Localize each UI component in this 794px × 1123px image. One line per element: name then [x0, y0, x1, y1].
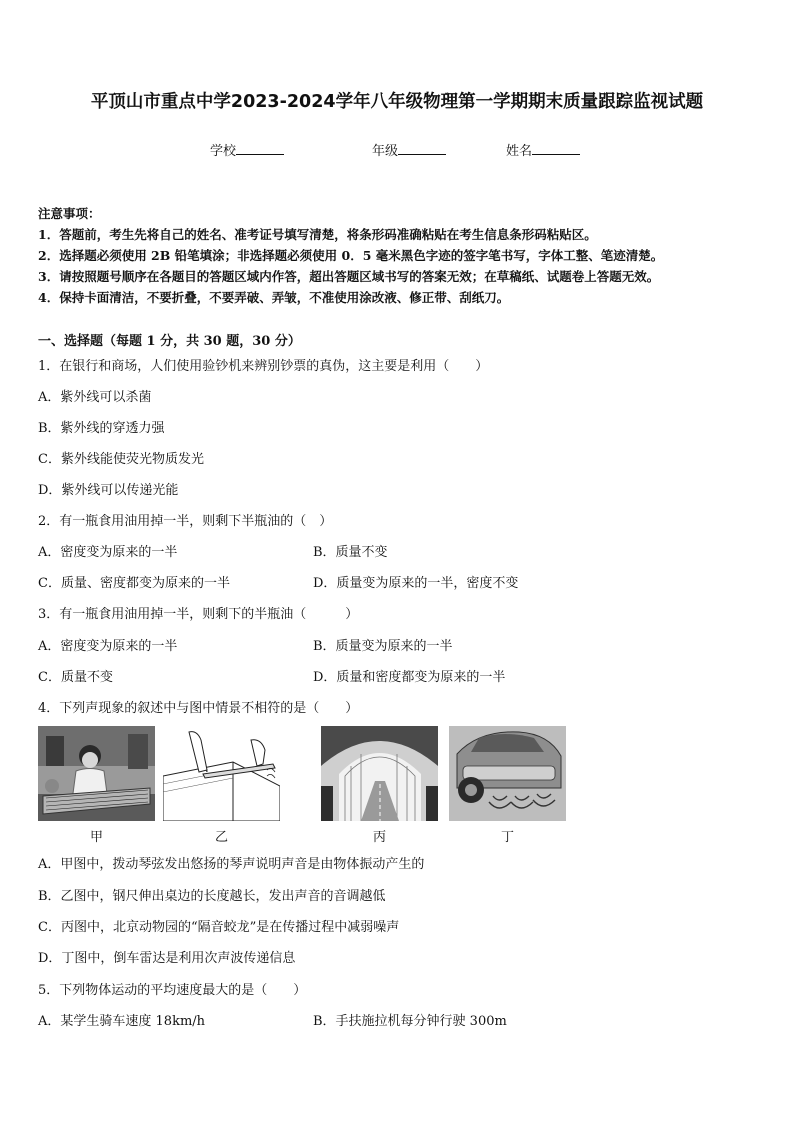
school-label: 学校 [210, 144, 237, 159]
q2-option-a[interactable]: A．密度变为原来的一半 [38, 545, 178, 560]
figure-bing-tunnel-image [321, 726, 438, 821]
grade-blank [398, 142, 446, 155]
figure-yi-ruler-image [163, 726, 280, 821]
notice-item-4: 4．保持卡面清洁，不要折叠，不要弄破、弄皱，不准使用涂改液、修正带、刮纸刀。 [38, 290, 510, 305]
q3-option-c[interactable]: C．质量不变 [38, 670, 113, 685]
caption-jia: 甲 [89, 830, 103, 845]
figure-ding-car-radar-image [449, 726, 566, 821]
q1-option-a[interactable]: A．紫外线可以杀菌 [38, 390, 152, 405]
q2-option-b[interactable]: B．质量不变 [313, 545, 388, 560]
notice-item-3: 3．请按照题号顺序在各题目的答题区域内作答，超出答题区域书写的答案无效；在草稿纸、试题卷上答题无效。 [38, 269, 660, 284]
figure-jia-zither-image [38, 726, 155, 821]
section-heading: 一、选择题（每题 1 分，共 30 题，30 分） [38, 334, 301, 349]
grade-label: 年级 [372, 144, 399, 159]
school-field[interactable] [210, 140, 284, 159]
notice-item-1: 1．答题前，考生先将自己的姓名、准考证号填写清楚，将条形码准确粘贴在考生信息条形码粘贴区。 [38, 227, 597, 242]
q3-option-a[interactable]: A．密度变为原来的一半 [38, 639, 178, 654]
q3-stem: 3．有一瓶食用油用掉一半，则剩下的半瓶油（ ） [38, 607, 359, 622]
q4-option-d[interactable]: D．丁图中，倒车雷达是利用次声波传递信息 [38, 951, 296, 966]
caption-yi: 乙 [214, 830, 228, 845]
q2-stem: 2．有一瓶食用油用掉一半，则剩下半瓶油的（ ） [38, 514, 333, 529]
q5-option-a[interactable]: A．某学生骑车速度 18km/h [38, 1014, 206, 1029]
q4-option-c[interactable]: C．丙图中，北京动物园的“隔音蛟龙”是在传播过程中减弱噪声 [38, 920, 400, 935]
name-label: 姓名 [506, 144, 533, 159]
caption-bing: 丙 [372, 830, 386, 845]
q1-option-d[interactable]: D．紫外线可以传递光能 [38, 483, 179, 498]
caption-ding: 丁 [500, 830, 514, 845]
q2-option-c[interactable]: C．质量、密度都变为原来的一半 [38, 576, 230, 591]
notice-item-2: 2．选择题必须使用 2B 铅笔填涂；非选择题必须使用 0．5 毫米黑色字迹的签字笔书写，字体工整、笔迹清楚。 [38, 248, 664, 263]
q4-stem: 4．下列声现象的叙述中与图中情景不相符的是（ ） [38, 701, 359, 716]
q2-option-d[interactable]: D．质量变为原来的一半，密度不变 [313, 576, 519, 591]
q4-option-a[interactable]: A．甲图中，拨动琴弦发出悠扬的琴声说明声音是由物体振动产生的 [38, 857, 425, 872]
q5-option-b[interactable]: B．手扶施拉机每分钟行驶 300m [313, 1014, 507, 1029]
name-field[interactable] [506, 140, 580, 159]
q3-option-b[interactable]: B．质量变为原来的一半 [313, 639, 453, 654]
name-blank [532, 142, 580, 155]
notice-heading: 注意事项： [38, 206, 101, 221]
q4-option-b[interactable]: B．乙图中，钢尺伸出桌边的长度越长，发出声音的音调越低 [38, 889, 386, 904]
q4-figures [38, 726, 568, 846]
q5-stem: 5．下列物体运动的平均速度最大的是（ ） [38, 983, 307, 998]
q1-option-b[interactable]: B．紫外线的穿透力强 [38, 421, 165, 436]
grade-field[interactable] [372, 140, 446, 159]
school-blank [236, 142, 284, 155]
q1-stem: 1．在银行和商场，人们使用验钞机来辨别钞票的真伪，这主要是利用（ ） [38, 359, 489, 374]
exam-title: 平顶山市重点中学2023-2024学年八年级物理第一学期期末质量跟踪监视试题 [90, 92, 704, 112]
q1-option-c[interactable]: C．紫外线能使荧光物质发光 [38, 452, 204, 467]
q3-option-d[interactable]: D．质量和密度都变为原来的一半 [313, 670, 506, 685]
